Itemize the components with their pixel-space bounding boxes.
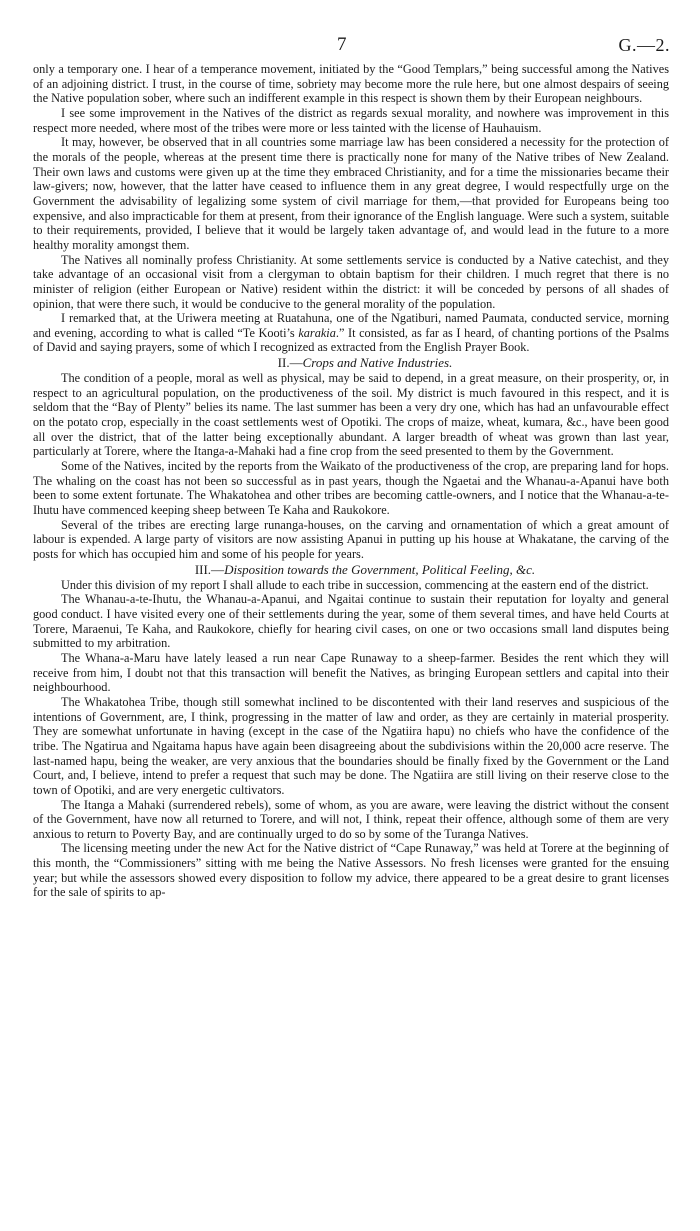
paragraph: Several of the tribes are erecting large runanga-houses, on the carving and ornamentation of which a great amount of labour is expended. A large party of visitors are now assisting Apanui in putting up his house at Whakatane, the carving of the posts for which has occupied him and some of his people for years. bbox=[33, 517, 669, 561]
paragraph: Some of the Natives, incited by the reports from the Waikato of the productiveness of the crop, are preparing land for hops. The whaling on the coast has not been so successful as in past years, though the Ngaetai and the Whanau-a-Apanui have both been to some extent fortunate. The Whakatohea and other tribes are becoming cattle-owners, and I notice that the Whanau-a-te-Ihutu have commenced keeping sheep between Te Kaha and Raukokore. bbox=[33, 459, 669, 518]
body-text bbox=[33, 62, 669, 900]
document-reference: G.—2. bbox=[618, 35, 670, 55]
paragraph: The Whanau-a-te-Ihutu, the Whanau-a-Apanui, and Ngaitai continue to sustain their reputation for loyalty and general good conduct. I have visited every one of their settlements during the year, some of them several times, and have held Courts at Torere, Maraenui, Te Kaha, and Raukokore, chiefly for hearing civil cases, on one or two occasions small land disputes being submitted to my arbitration. bbox=[33, 592, 669, 651]
page-header bbox=[0, 34, 700, 56]
paragraph: I see some improvement in the Natives of the district as regards sexual morality, and nowhere was improvement in this respect more needed, where most of the tribes were more or less tainted with the license of Hauhauism. bbox=[33, 105, 669, 135]
paragraph bbox=[33, 311, 669, 355]
paragraph-text: I remarked that, at the Uriwera meeting at Ruatahuna, one of the Ngatiburi, named Paumata, conducted service, morning and evening, according to what is called “Te Kooti’s bbox=[33, 311, 669, 340]
paragraph: The Whakatohea Tribe, though still somewhat inclined to be discontented with their land reserves and suspicious of the intentions of Government, are, I think, progressing in the matter of law and order, as they are certainly in material prosperity. They are somewhat unfortunate in having (except in the case of the Ngatiira hapu) no chiefs who have the confidence of the tribe. The Ngatirua and Ngaitama hapus have again been disagreeing about the subdivisions within the 20,000 acre reserve. The last-named hapu, being the weaker, are very anxious that the boundaries should be finally fixed by the Government or the Land Court, and, I believe, intend to prefer a request that such may be done. The Ngatiira are still living on their reserve close to the town of Opotiki, and are very energetic cultivators. bbox=[33, 694, 669, 797]
paragraph: The Itanga a Mahaki (surrendered rebels), some of whom, as you are aware, were leaving the district without the consent of the Government, have now all returned to Torere, and will not, I think, repeat their offence, although some of them are very anxious to return to Poverty Bay, and are continually urged to do so by some of the Turanga Natives. bbox=[33, 797, 669, 841]
paragraph: The Natives all nominally profess Christianity. At some settlements service is conducted by a Native catechist, and they take advantage of an occasional visit from a clergyman to obtain baptism for their children. I much regret that there is no minister of religion (either European or Native) resident within the district: it will be conceded by persons of all shades of opinion, that were there such, it would be conducive to the general morality of the population. bbox=[33, 252, 669, 311]
paragraph: The licensing meeting under the new Act for the Native district of “Cape Runaway,” was held at Torere at the beginning of this month, the “Commissioners” sitting with me being the Native Assessors. No fresh licenses were granted for the ensuing year; but while the assessors showed every disposition to follow my advice, there appeared to be a great desire to grant licenses for the sale of spirits to ap- bbox=[33, 841, 669, 900]
paragraph: The Whana-a-Maru have lately leased a run near Cape Runaway to a sheep-farmer. Besides the rent which they will receive from him, I doubt not that this transaction will benefit the Natives, as bringing European settlers and capital into their neighbourhood. bbox=[33, 650, 669, 695]
paragraph-text: .” It consisted, as far as I heard, of chanting portions of the Psalms of David and saying prayers, some of which I recognized as extracted from the English Prayer Book. bbox=[33, 325, 669, 355]
section-heading bbox=[33, 355, 669, 371]
section-title: Crops and Native Industries. bbox=[302, 355, 453, 371]
page-number: 7 bbox=[337, 34, 347, 55]
paragraph: It may, however, be observed that in all countries some marriage law has been considered a necessity for the protection of the morals of the people, whereas at the present time there is practically none for many of the Native tribes of New Zealand. Their own laws and customs were given up at the time they embraced Christianity, and for a time the missionaries became their law-givers; now, however, that the latter have ceased to influence them in any great degree, I would respectfully urge on the Government the advisability of legalizing some system of civil marriage for them,—that provided for Europeans being too expensive, and also impracticable for them at present, from their ignorance of the English language. Were such a system, suitable to their requirements, provided, I believe that it would be largely taken advantage of, and would lead in the future to a more healthy morality amongst them. bbox=[33, 135, 669, 252]
paragraph: Under this division of my report I shall allude to each tribe in succession, commencing at the eastern end of the district. bbox=[61, 577, 649, 592]
paragraph: The condition of a people, moral as well as physical, may be said to depend, in a great measure, on their prosperity, or, in respect to an agricultural population, on the productiveness of the soil. My district is much favoured in this respect, and it is seldom that the “Bay of Plenty” belies its name. The last summer has been a very dry one, which has had an unfavourable effect on the potato crop, especially in the coast settlements west of Opotiki. The crops of maize, wheat, kumara, &c., have been good all over the district, that of the latter being exceptionally abundant. A larger breadth of wheat was grown than last year, particularly at Torere, where the Itanga-a-Mahaki had a fine crop from the seed presented to them by the Government. bbox=[33, 371, 669, 459]
paragraph: only a temporary one. I hear of a temperance movement, initiated by the “Good Templars,” being successful among the Natives of an adjoining district. I trust, in the course of time, sobriety may become more the rule here, but one almost despairs of seeing the Native population sober, where such an indifferent example in this respect is shown them by their European neighbours. bbox=[33, 62, 669, 106]
section-numeral: III.— bbox=[194, 561, 225, 577]
section-heading bbox=[33, 562, 669, 578]
section-numeral: II.— bbox=[277, 355, 303, 371]
italic-term: karakia bbox=[298, 325, 336, 340]
section-title: Disposition towards the Government, Political Feeling, &c. bbox=[224, 561, 536, 577]
